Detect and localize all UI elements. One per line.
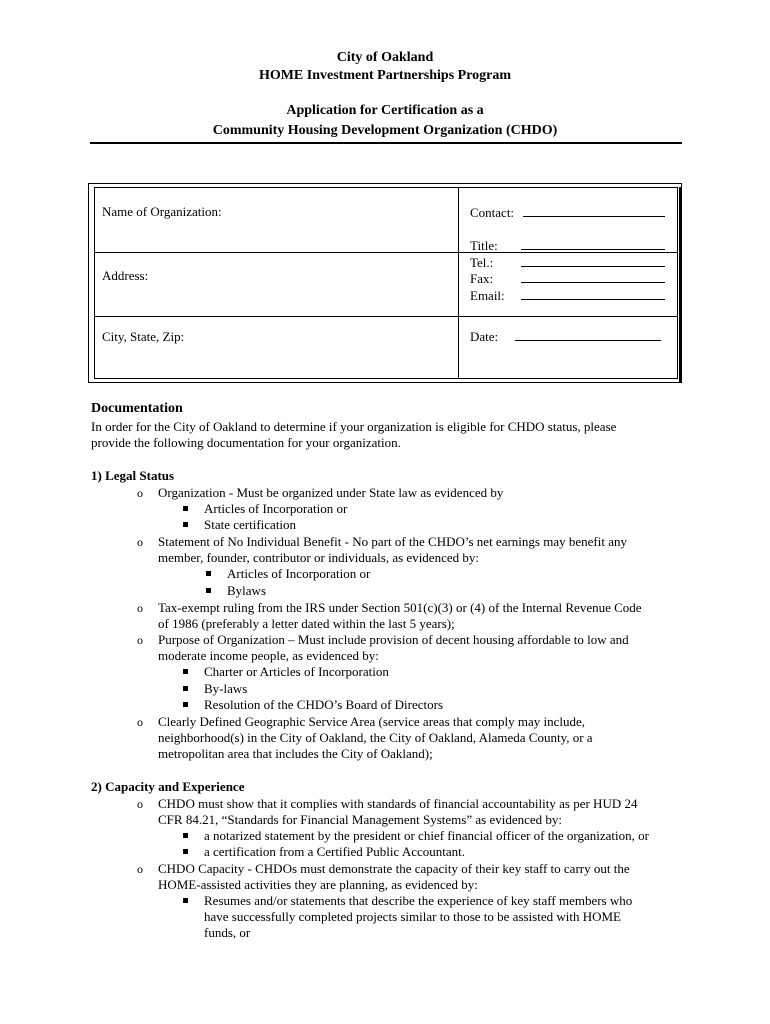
header-application: Application for Certification as a	[286, 103, 484, 118]
tel-label: Tel.:	[470, 255, 494, 270]
legal-item: moderate income people, as evidenced by:	[158, 648, 379, 663]
legal-subitem: State certification	[204, 517, 297, 532]
square-bullet-icon	[183, 898, 188, 903]
contact-field[interactable]	[523, 205, 665, 217]
legal-item: of 1986 (preferably a letter dated within the last 5 years);	[158, 616, 455, 631]
circle-bullet-icon: o	[137, 715, 143, 729]
square-bullet-icon	[183, 702, 188, 707]
title-label: Title:	[470, 238, 498, 253]
circle-bullet-icon: o	[137, 535, 143, 549]
org-name-label: Name of Organization:	[102, 204, 222, 219]
header-chdo: Community Housing Development Organization (CHDO)	[212, 123, 558, 138]
email-label: Email:	[470, 288, 505, 303]
info-box-shadow	[679, 187, 682, 383]
header-program: HOME Investment Partnerships Program	[258, 68, 512, 83]
legal-item: neighborhood(s) in the City of Oakland, the City of Oakland, Alameda County, or a	[158, 730, 593, 745]
legal-item: member, founder, contributor or individuals, as evidenced by:	[158, 550, 479, 565]
capacity-subitem: a notarized statement by the president or chief financial officer of the organization, or	[204, 828, 649, 843]
legal-item: metropolitan area that includes the City of Oakland);	[158, 746, 433, 761]
title-field[interactable]	[521, 238, 665, 250]
legal-subitem: Bylaws	[227, 583, 266, 598]
circle-bullet-icon: o	[137, 797, 143, 811]
tel-field[interactable]	[521, 255, 665, 267]
date-field[interactable]	[515, 329, 661, 341]
capacity-subitem: have successfully completed projects similar to those to be assisted with HOME	[204, 909, 621, 924]
legal-item: Clearly Defined Geographic Service Area (service areas that comply may include,	[158, 714, 586, 729]
header-rule	[90, 142, 682, 144]
info-box-row-line	[94, 316, 678, 317]
date-label: Date:	[470, 329, 499, 344]
legal-subitem: Articles of Incorporation or	[204, 501, 348, 516]
legal-item: Statement of No Individual Benefit - No part of the CHDO’s net earnings may benefit any	[158, 534, 627, 549]
documentation-heading: Documentation	[91, 401, 183, 416]
info-box-row-line	[94, 252, 678, 253]
header-city: City of Oakland	[336, 50, 434, 65]
square-bullet-icon	[206, 571, 211, 576]
legal-status-heading: 1) Legal Status	[91, 468, 175, 483]
documentation-intro: In order for the City of Oakland to determine if your organization is eligible for CHDO status, please	[91, 419, 617, 434]
address-label: Address:	[102, 268, 149, 283]
square-bullet-icon	[183, 522, 188, 527]
circle-bullet-icon: o	[137, 601, 143, 615]
capacity-item: CHDO must show that it complies with standards of financial accountability as per HUD 24	[158, 796, 638, 811]
capacity-item: CFR 84.21, “Standards for Financial Management Systems” as evidenced by:	[158, 812, 563, 827]
square-bullet-icon	[183, 849, 188, 854]
square-bullet-icon	[183, 833, 188, 838]
documentation-intro: provide the following documentation for your organization.	[91, 435, 401, 450]
square-bullet-icon	[183, 686, 188, 691]
capacity-item: HOME-assisted activities they are planning, as evidenced by:	[158, 877, 478, 892]
square-bullet-icon	[206, 588, 211, 593]
legal-subitem: Articles of Incorporation or	[227, 566, 371, 581]
square-bullet-icon	[183, 506, 188, 511]
capacity-heading: 2) Capacity and Experience	[91, 779, 245, 794]
legal-item: Organization - Must be organized under State law as evidenced by	[158, 485, 504, 500]
legal-subitem: Resolution of the CHDO’s Board of Directors	[204, 697, 444, 712]
contact-label: Contact:	[470, 205, 515, 220]
capacity-subitem: funds, or	[204, 925, 251, 940]
info-box-divider	[458, 187, 459, 379]
capacity-subitem: Resumes and/or statements that describe the experience of key staff members who	[204, 893, 633, 908]
capacity-item: CHDO Capacity - CHDOs must demonstrate the capacity of their key staff to carry out the	[158, 861, 630, 876]
legal-subitem: By-laws	[204, 681, 248, 696]
circle-bullet-icon: o	[137, 633, 143, 647]
city-state-zip-label: City, State, Zip:	[102, 329, 185, 344]
legal-subitem: Charter or Articles of Incorporation	[204, 664, 389, 679]
fax-field[interactable]	[521, 271, 665, 283]
circle-bullet-icon: o	[137, 486, 143, 500]
email-field[interactable]	[521, 288, 665, 300]
legal-item: Purpose of Organization – Must include provision of decent housing affordable to low and	[158, 632, 629, 647]
legal-item: Tax-exempt ruling from the IRS under Section 501(c)(3) or (4) of the Internal Revenue Code	[158, 600, 642, 615]
fax-label: Fax:	[470, 271, 494, 286]
square-bullet-icon	[183, 669, 188, 674]
circle-bullet-icon: o	[137, 862, 143, 876]
capacity-subitem: a certification from a Certified Public Accountant.	[204, 844, 465, 859]
